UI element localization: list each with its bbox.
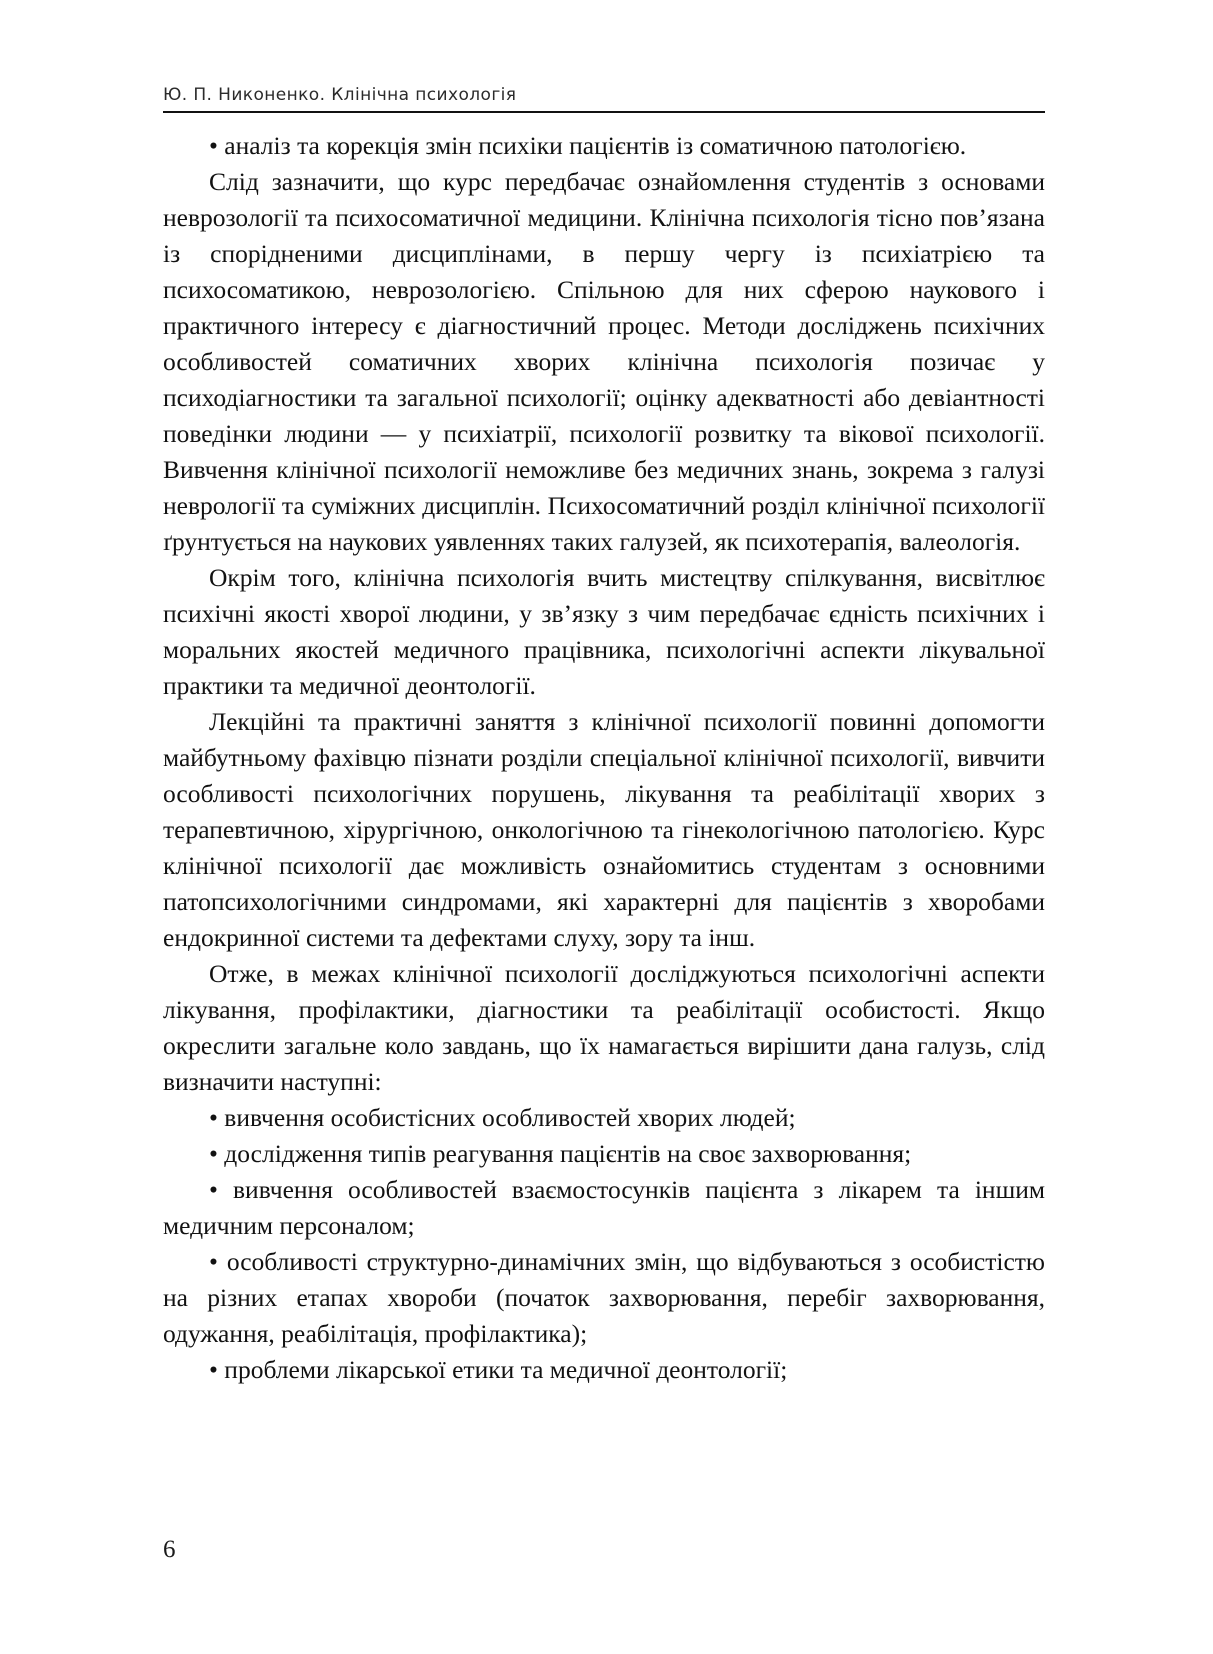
list-item: • проблеми лікарської етики та медичної деонтології; — [209, 1355, 788, 1384]
list-item: • дослідження типів реагування пацієнтів на своє захворювання; — [209, 1139, 912, 1168]
list-item: • вивчення особливостей взаємостосунків пацієнта з лікарем та іншим медичним персоналом; — [163, 1175, 1045, 1240]
running-head-title: Ю. П. Никоненко. Клінічна психологія — [163, 85, 517, 105]
list-item: • вивчення особистісних особливостей хворих людей; — [209, 1103, 796, 1132]
body-text — [163, 128, 1045, 1388]
page-content-area — [163, 0, 1045, 1654]
body-paragraph: Слід зазначити, що курс передбачає ознайомлення студентів з основами неврозології та психосоматичної медицини. Клінічна психологія тісно пов’язана із спорідненими дисциплінами, в першу чергу із психіатрією та психосоматикою, неврозологією. Спільною для них сферою наукового і практичного інтересу є діагностичний процес. Методи досліджень психічних особливостей соматичних хворих клінічна психологія позичає у психодіагностики та загальної психології; оцінку адекватності або девіантності поведінки людини — у психіатрії, психології розвитку та вікової психології. Вивчення клінічної психології неможливе без медичних знань, зокрема з галузі неврології та суміжних дисциплін. Психосоматичний розділ клінічної психології ґрунтується на наукових уявленнях таких галузей, як психотерапія, валеологія. — [163, 167, 1045, 556]
list-item: • аналіз та корекція змін психіки пацієнтів із соматичною патологією. — [209, 131, 967, 160]
body-paragraph: Отже, в межах клінічної психології досліджуються психологічні аспекти лікування, профілактики, діагностики та реабілітації особистості. Якщо окреслити загальне коло завдань, що їх намагається вирішити дана галузь, слід визначити наступні: — [163, 959, 1045, 1096]
page-number: 6 — [163, 1536, 176, 1563]
body-paragraph: Лекційні та практичні заняття з клінічної психології повинні допомогти майбутньому фахівцю пізнати розділи спеціальної клінічної психології, вивчити особливості психологічних порушень, лікування та реабілітації хворих з терапевтичною, хірургічною, онкологічною та гінекологічною патологією. Курс клінічної психології дає можливість ознайомитись студентам з основними патопсихологічними синдромами, які характерні для пацієнтів з хворобами ендокринної системи та дефектами слуху, зору та інш. — [163, 707, 1045, 952]
running-head — [163, 86, 1045, 113]
running-head-rule — [163, 111, 1045, 113]
body-paragraph: Окрім того, клінічна психологія вчить мистецтву спілкування, висвітлює психічні якості хворої людини, у зв’язку з чим передбачає єдність психічних і моральних якостей медичного працівника, психологічні аспекти лікувальної практики та медичної деонтології. — [163, 563, 1045, 700]
list-item: • особливості структурно-динамічних змін, що відбуваються з особистістю на різних етапах хвороби (початок захворювання, перебіг захворювання, одужання, реабілітація, профілактика); — [163, 1247, 1045, 1348]
